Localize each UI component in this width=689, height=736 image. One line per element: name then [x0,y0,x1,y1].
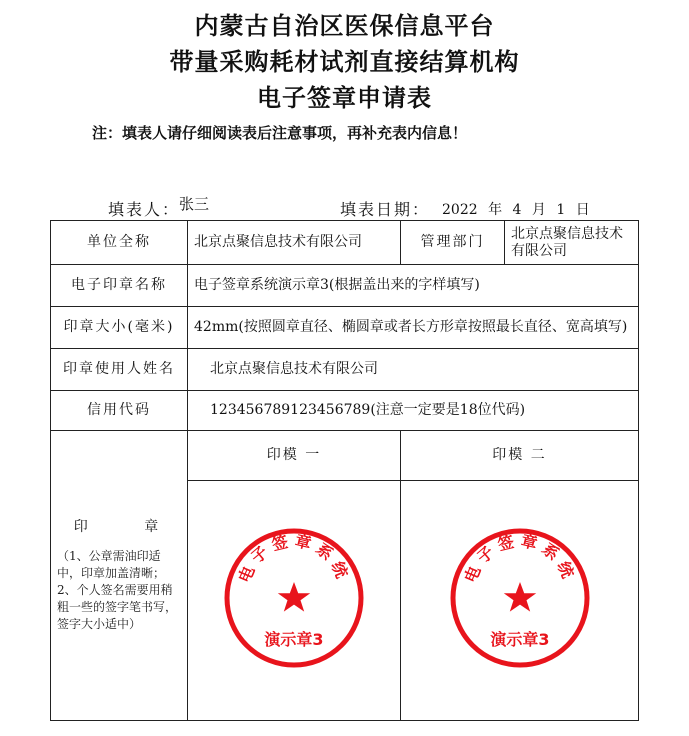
seal-stamp-2 [445,523,595,673]
seal-user-value[interactable]: 北京点聚信息技术有限公司 [188,349,639,391]
seal-section-cell [51,431,188,721]
seal-section-note: （1、公章需油印适中，印章加盖清晰；2、个人签名需要用稍粗一些的签字笔书写，签字大小适中） [57,548,178,631]
filler-value[interactable]: 张三 [179,195,210,213]
filler-label: 填表人： [108,200,181,219]
sample1-label: 印模 一 [188,431,401,481]
seal-1-arc-text: 电子签章系统 [234,530,354,586]
seal-2-star-icon [503,582,535,612]
seal-1-bottom-text: 演示章3 [264,630,324,649]
seal-user-label: 印章使用人姓名 [51,349,188,391]
title-line-1: 内蒙古自治区医保信息平台 [194,12,495,40]
date-value[interactable]: 2022 年 4 月 1 日 [442,202,590,218]
dept-label: 管理部门 [401,221,505,265]
seal-2-arc-text: 电子签章系统 [460,530,579,586]
seal-2-bottom-text: 演示章3 [489,630,550,649]
credit-code-value[interactable]: 123456789123456789(注意一定要是18位代码) [188,391,639,431]
date-label: 填表日期： [340,200,431,219]
sample2-stamp-cell[interactable] [401,481,639,721]
dept-value[interactable]: 北京点聚信息技术有限公司 [505,221,639,265]
application-form-table [50,220,639,721]
seal-1-star-icon [278,582,310,612]
sample2-label: 印模 二 [401,431,639,481]
seal-stamp-1 [219,523,369,673]
title-line-3: 电子签章申请表 [257,84,432,112]
seal-size-label: 印章大小(毫米) [51,307,188,349]
seal-size-value[interactable]: 42mm(按照圆章直径、椭圆章或者长方形章按照最长直径、宽高填写) [188,307,639,349]
org-name-label: 单位全称 [51,221,188,265]
org-name-value[interactable]: 北京点聚信息技术有限公司 [188,221,401,265]
seal-name-label: 电子印章名称 [51,265,188,307]
credit-code-label: 信用代码 [51,391,188,431]
seal-name-value[interactable]: 电子签章系统演示章3(根据盖出来的字样填写) [188,265,639,307]
seal-section-label: 印 章 [73,518,185,535]
title-line-2: 带量采购耗材试剂直接结算机构 [169,48,520,76]
sample1-stamp-cell[interactable] [188,481,401,721]
form-note: 注：填表人请仔细阅读表后注意事项，再补充表内信息！ [92,124,468,142]
